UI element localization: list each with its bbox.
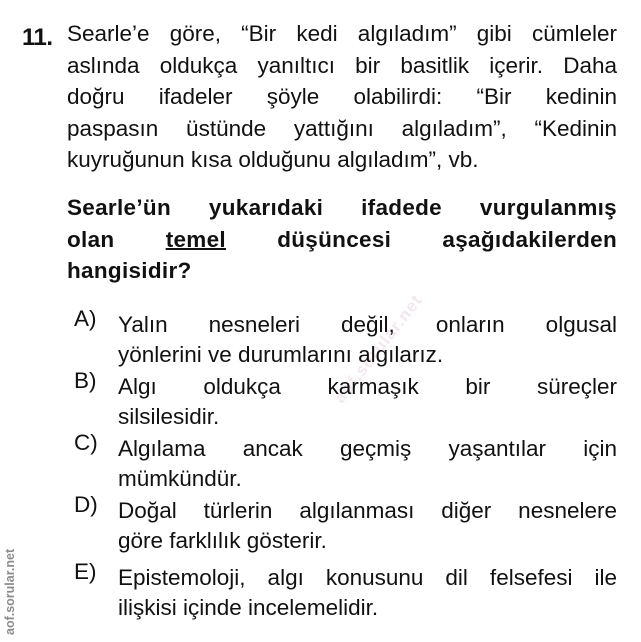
option-letter: B) [74,368,97,393]
side-watermark: aof.sorular.net [3,548,17,635]
option-c[interactable] [74,430,617,494]
question-ask [67,192,617,287]
option-b[interactable] [74,368,617,432]
option-line: Algı oldukça karmaşık bir süreçler [118,374,617,399]
option-line: Algılama ancak geçmiş yaşantılar için [118,436,617,461]
option-letter: E) [74,559,97,584]
emphasized-word: temel [165,226,226,252]
question-number: 11. [22,24,53,51]
option-text [118,310,617,370]
option-line: ilişkisi içinde incelemelidir. [118,595,379,620]
option-line: mümkündür. [118,466,242,491]
option-d[interactable] [74,492,617,556]
option-line: Yalın nesneleri değil, onların olgusal [118,312,617,337]
option-line: yönlerini ve durumlarını algılarız. [118,342,444,367]
stem-line: aslında oldukça yanıltıcı bir basitlik içerir. Daha [67,52,617,78]
stem-line: doğru ifadeler şöyle olabilirdi: “Bir kedinin [67,84,617,109]
option-line: göre farklılık gösterir. [118,528,327,553]
option-letter: C) [74,430,98,455]
option-line: Epistemoloji, algı konusunu dil felsefesi ile [118,565,617,590]
option-text [118,563,617,623]
question-stem [67,18,617,176]
ask-line: hangisidir? [67,258,192,283]
option-text [118,434,617,494]
stem-line: paspasın üstünde yattığını algıladım”, “Kedinin [67,115,617,141]
option-text [118,372,617,432]
option-text [118,496,617,556]
option-letter: D) [74,492,98,517]
diagonal-watermark: aof.sorular.net [330,290,427,407]
stem-line: kuyruğunun kısa olduğunu algıladım”, vb. [67,147,479,172]
stem-line: Searle’e göre, “Bir kedi algıladım” gibi cümleler [67,21,617,46]
option-e[interactable] [74,559,617,623]
option-a[interactable] [74,306,617,370]
ask-line: Searle’ün yukarıdaki ifadede vurgulanmış [67,195,617,220]
ask-line [67,224,617,256]
ask-text: olan [67,226,115,252]
option-line: Doğal türlerin algılanması diğer nesnelere [118,498,617,523]
option-letter: A) [74,306,97,331]
option-line: silsilesidir. [118,404,220,429]
ask-text: düşüncesi aşağıdakilerden [277,226,617,252]
